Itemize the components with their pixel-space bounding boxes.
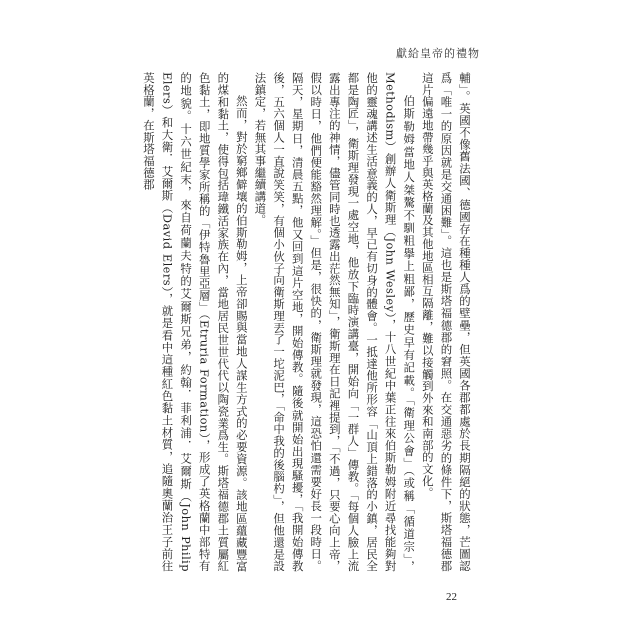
page-number: 22	[446, 591, 457, 603]
paragraph-1: 輔」。英國不像舊法國、德國存在種種人爲的壁壘，但英國各郡都處於長期隔絕的狀態，芒圖認爲「唯一的原因就是交通困難」。這也是斯塔福德郡的窘照。在交通惡劣的條件下，斯塔福德郡這片偏遠地帶幾乎與英格蘭及其他地區相互隔離，難以接觸到外來和南部的文化。	[420, 72, 472, 572]
body-text	[141, 72, 474, 572]
running-header: 獻給皇帝的禮物	[396, 47, 480, 60]
paragraph-2: 伯斯勒姆當地人桀驁不馴粗擧上粗鄙，歷史早有記載。「衛理公會」（或稱「循道宗」，Methodism）創辦人衛斯理（John Wesley），十八世紀中葉正往來伯斯勒姆附近尋找能夠對他的靈魂講述生活意義的人，早已有切身的體會。一抵達他所形容「山頂上錯落的小鎮，居民全都是陶匠」，衛斯理發現一處空地，他放下臨時演講臺，開始向「一群人」傳教。「每個人臉上流露出專注的神情，儘管同時也透露出茫然無知」，衛斯理在日記裡提到，「不過，只要心向上帝，假以時日，他們便能豁然理解。」但是，很快的，衛斯理就發現，這恐怕還需要好長一段時日。隔天，星期日，清晨五點，他又回到這片空地，開始傳教。隨後就開始出現騷擾，「我開始傳教後，五六個人一直說笑笑，有個小伙子向衛斯理丟了一坨泥巴，「命中我的後腦杓」，但他還是設法鎮定，若無其事繼續講道。	[253, 72, 417, 572]
paragraph-3: 然而，對於窮鄉僻壤的伯斯勒姆，上帝卻賜與當地人謀生方式的必要資源。該地區蘊藏豐富的煤和黏土，使得包括瑋鐵活家族在內，當地居民世世代代以陶瓷業爲生。斯塔福德郡土質屬紅色黏土，即地質學家所稱的「伊特魯里亞層」（Etruria Formation），形成了英格蘭中部特有的地貌。十六世紀末，來自荷蘭夫特的艾爾斯兄弟，約翰．菲利浦．艾爾斯（John Philip Elers）和大衛．艾爾斯（David Elers），就是看中這種紅色黏土材質，追隨奧蘭治王子前往英格蘭，在斯塔福德郡	[141, 72, 249, 572]
